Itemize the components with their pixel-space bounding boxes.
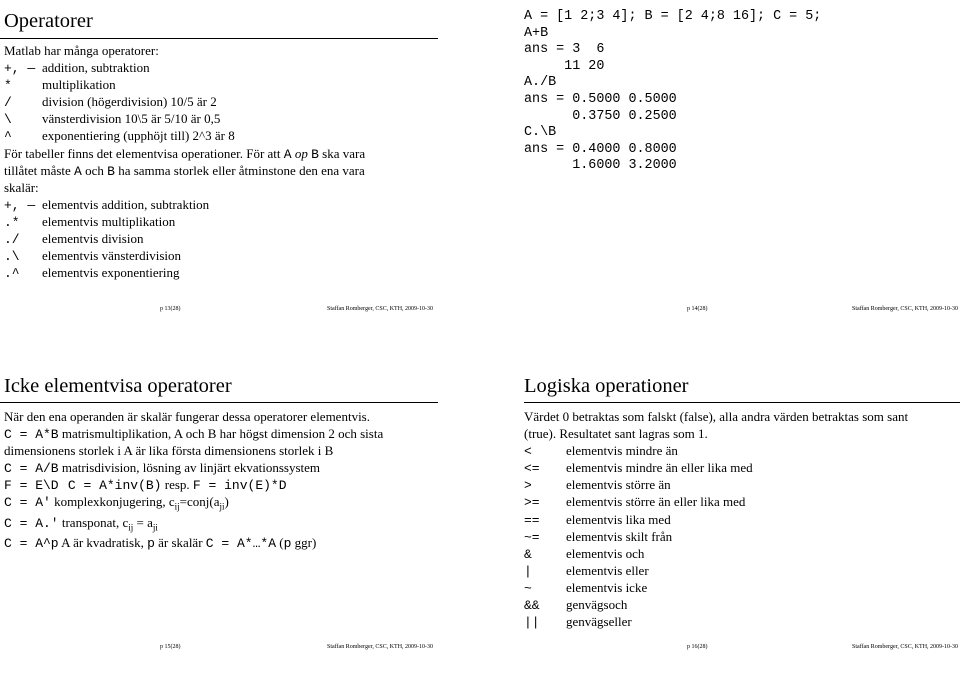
intro-text: När den ena operanden är skalär fungerar dessa operatorer elementvis. [4, 409, 370, 424]
code-line: ans = 3 6 [524, 42, 605, 58]
title-divider [0, 38, 438, 39]
elem-operator-row: .^ elementvis exponentiering [4, 265, 180, 282]
title-divider [0, 402, 438, 403]
author-footer: Staffan Romberger, CSC, KTH, 2009-10-30 [852, 306, 959, 312]
logic-operator-row: == elementvis lika med [524, 511, 671, 528]
code-line: A./B [524, 75, 557, 91]
operator-row: ^ exponentiering (upphöjt till) 2^3 är 8 [4, 128, 235, 145]
operator-row: \ vänsterdivision 10\5 är 5/10 är 0,5 [4, 111, 221, 128]
code-line: ans = 0.5000 0.5000 [524, 91, 677, 107]
code-line: ans = 0.4000 0.8000 [524, 141, 677, 157]
logic-operator-row: < elementvis mindre än [524, 443, 678, 460]
elem-operator-row: .\ elementvis vänsterdivision [4, 248, 182, 265]
slide-body [524, 408, 908, 630]
author-footer: Staffan Romberger, CSC, KTH, 2009-10-30 [327, 306, 434, 312]
slide-body [4, 408, 383, 551]
operator-row: C = A.' transponat, $c_{ij} = a_{ji}$ [4, 514, 158, 533]
elem-operator-row: ./ elementvis division [4, 231, 144, 248]
title-divider [524, 402, 960, 403]
paragraph-line: skalär: [4, 179, 39, 195]
code-line: 1.6000 3.2000 [524, 158, 677, 174]
page-number: p 16(28) [687, 644, 708, 650]
code-line: 0.3750 0.2500 [524, 108, 677, 124]
logic-operator-row: ~ elementvis icke [524, 579, 648, 596]
code-line: C.\B [524, 125, 557, 141]
elem-operator-row: .* elementvis multiplikation [4, 213, 176, 230]
operator-row: F = E\D C = A*inv(B) resp. F = inv(E)*D [4, 477, 287, 494]
paragraph-line: tillåtet måste A och B ha samma storlek eller åtminstone den ena vara [4, 162, 365, 179]
code-line: A+B [524, 25, 549, 41]
intro-text: Matlab har många operatorer: [4, 43, 159, 58]
operator-row: +, — addition, subtraktion [4, 60, 150, 77]
author-footer: Staffan Romberger, CSC, KTH, 2009-10-30 [327, 644, 434, 650]
page-number: p 14(28) [687, 306, 708, 312]
paragraph-line: För tabeller finns det elementvisa operationer. För att A op B ska vara [4, 145, 366, 162]
page-number: p 15(28) [160, 644, 181, 650]
slide-14 [480, 0, 960, 338]
operator-row: C = A/B matrisdivision, lösning av linjärt ekvationssystem [4, 460, 321, 477]
logic-operator-row: > elementvis större än [524, 477, 671, 494]
slide-13 [0, 0, 480, 338]
logic-operator-row: >= elementvis större än eller lika med [524, 494, 746, 511]
slide-body [4, 42, 365, 281]
logic-operator-row: || genvägseller [524, 614, 632, 631]
slide-title: Icke elementvisa operatorer [4, 375, 232, 397]
operator-row: / division (högerdivision) 10/5 är 2 [4, 94, 217, 111]
slide-15 [0, 338, 480, 676]
slide-16 [480, 338, 960, 676]
operator-row: * multiplikation [4, 77, 116, 94]
intro-text: Värdet 0 betraktas som falskt (false), alla andra värden betraktas som sant [524, 409, 909, 424]
slide-title: Logiska operationer [524, 375, 689, 397]
page-number: p 13(28) [160, 306, 181, 312]
logic-operator-row: <= elementvis mindre än eller lika med [524, 460, 753, 477]
operator-row: C = A^p A är kvadratisk, p är skalär C = A*…*A (p ggr) [4, 534, 317, 551]
code-line: A = [1 2;3 4]; B = [2 4;8 16]; C = 5; [524, 9, 822, 24]
logic-operator-row: | elementvis eller [524, 562, 649, 579]
logic-operator-row: ~= elementvis skilt från [524, 528, 673, 545]
logic-operator-row: && genvägsoch [524, 597, 628, 614]
code-line: 11 20 [524, 58, 605, 74]
operator-row-cont: dimensionens storlek i A är lika första dimensionens storlek i B [4, 443, 334, 459]
intro-text: (true). Resultatet sant lagras som 1. [524, 426, 708, 442]
code-block [524, 9, 821, 175]
logic-operator-row: & elementvis och [524, 545, 645, 562]
operator-row: C = A*B matrismultiplikation, A och B har högst dimension 2 och sista [4, 426, 384, 443]
elem-operator-row: +, — elementvis addition, subtraktion [4, 196, 210, 213]
operator-row: C = A' komplexkonjugering, $c_{ij}=conj(a_{ji})$ [4, 494, 229, 513]
slide-title: Operatorer [4, 10, 93, 32]
author-footer: Staffan Romberger, CSC, KTH, 2009-10-30 [852, 644, 959, 650]
